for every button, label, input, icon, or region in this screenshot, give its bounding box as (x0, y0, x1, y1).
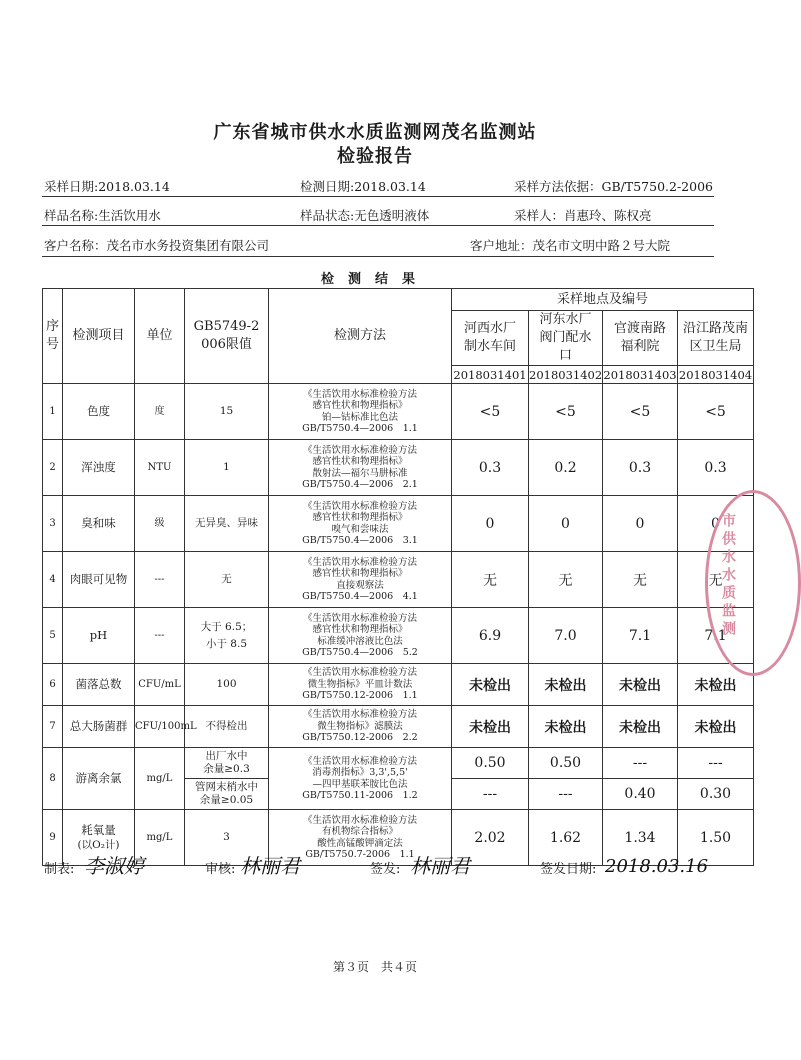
row-value: <5 (529, 384, 603, 440)
row-value: 0 (678, 496, 754, 552)
site-name: 沿江路茂南区卫生局 (678, 311, 754, 366)
reviewed-signature: 林丽君 (240, 854, 300, 878)
row-item: 耗氧量 (以O₂计) (63, 810, 135, 866)
row-seq: 9 (43, 810, 63, 866)
header-method: 检测方法 (269, 289, 452, 384)
row-seq: 6 (43, 664, 63, 706)
row-value: 无 (529, 552, 603, 608)
row-unit: mg/L (135, 810, 185, 866)
row-item: 菌落总数 (63, 664, 135, 706)
row-value: 6.9 (452, 608, 529, 664)
site-name: 河西水厂制水车间 (452, 311, 529, 366)
row-unit: NTU (135, 440, 185, 496)
row-value: 0.2 (529, 440, 603, 496)
divider (42, 196, 714, 197)
header-limit: GB5749-2006限值 (185, 289, 269, 384)
row-method: 《生活饮用水标准检验方法 有机物综合指标》 酸性高锰酸钾滴定法 GB/T5750.7-2006 1.1 (269, 810, 452, 866)
row-value: 1.62 (529, 810, 603, 866)
row-value: <5 (678, 384, 754, 440)
row-value: 0 (452, 496, 529, 552)
header-seq: 序号 (43, 289, 63, 384)
site-code: 2018031404 (678, 367, 753, 382)
row-unit: --- (135, 552, 185, 608)
site-name: 官渡南路福利院 (603, 311, 678, 366)
row-limit: 15 (185, 384, 269, 440)
row-value: 1.34 (603, 810, 678, 866)
row-value: 未检出 (678, 706, 754, 748)
reviewed-label: 审核: (205, 862, 236, 877)
row-value: 2.02 (452, 810, 529, 866)
row-value: --- (452, 779, 529, 810)
row-value: 7.1 (603, 608, 678, 664)
row-method: 《生活饮用水标准检验方法 感官性状和物理指标》 标准缓冲溶液比色法 GB/T5750.4—2006 5.2 (269, 608, 452, 664)
issue-date-label: 签发日期: (540, 862, 597, 877)
table-row (43, 664, 754, 706)
table-row (43, 552, 754, 608)
row-value: 0.3 (603, 440, 678, 496)
row-method: 《生活饮用水标准检验方法 微生物指标》平皿计数法 GB/T5750.12-2006 1.1 (269, 664, 452, 706)
row-item: 浑浊度 (63, 440, 135, 496)
row-value: 0.30 (678, 779, 754, 810)
row-limit: 1 (185, 440, 269, 496)
row-value: 1.50 (678, 810, 754, 866)
row-method: 《生活饮用水标准检验方法 感官性状和物理指标》 直接观察法 GB/T5750.4—2006 4.1 (269, 552, 452, 608)
prepared-label: 制表: (44, 862, 75, 877)
row-value: 0 (603, 496, 678, 552)
sampling-method: 采样方法依据：GB/T5750.2-2006 (514, 179, 713, 194)
row-value: 未检出 (452, 706, 529, 748)
site-code: 2018031401 (453, 367, 527, 382)
row-value: 未检出 (678, 664, 754, 706)
row-unit: --- (135, 608, 185, 664)
row-unit: CFU/mL (135, 664, 185, 706)
row-limit: 无 (185, 552, 269, 608)
row-value: 无 (678, 552, 754, 608)
row-value: 未检出 (603, 664, 678, 706)
sample-state: 样品状态:无色透明液体 (300, 208, 430, 223)
client-name: 客户名称：茂名市水务投资集团有限公司 (44, 238, 270, 253)
row-item: 色度 (63, 384, 135, 440)
row-value: 0.50 (529, 748, 603, 779)
row-seq: 8 (43, 748, 63, 810)
row-limit: 出厂水中 余量≥0.3 (185, 748, 269, 779)
row-limit: 3 (185, 810, 269, 866)
row-value: 0.50 (452, 748, 529, 779)
row-value: 无 (603, 552, 678, 608)
row-seq: 2 (43, 440, 63, 496)
row-value: 0.3 (452, 440, 529, 496)
row-value: 未检出 (452, 664, 529, 706)
row-value: 7.0 (529, 608, 603, 664)
site-name: 河东水厂阀门配水口 (529, 311, 603, 366)
row-value: <5 (603, 384, 678, 440)
row-item: 肉眼可见物 (63, 552, 135, 608)
table-row (43, 496, 754, 552)
test-date: 检测日期:2018.03.14 (300, 179, 426, 194)
row-method: 《生活饮用水标准检验方法 感官性状和物理指标》 嗅气和尝味法 GB/T5750.4—2006 3.1 (269, 496, 452, 552)
issue-date: 2018.03.16 (605, 856, 709, 877)
row-seq: 3 (43, 496, 63, 552)
prepared-signature: 李淑婷 (84, 854, 144, 878)
header-sites-group: 采样地点及编号 (452, 289, 754, 311)
approved-signature: 林丽君 (410, 854, 470, 878)
client-address: 客户地址：茂名市文明中路２号大院 (470, 238, 671, 253)
row-value: 未检出 (529, 664, 603, 706)
report-title: 广东省城市供水水质监测网茂名监测站 (213, 122, 537, 143)
row-method: 《生活饮用水标准检验方法 感官性状和物理指标》 散射法—福尔马肼标准 GB/T5750.4—2006 2.1 (269, 440, 452, 496)
row-limit: 100 (185, 664, 269, 706)
divider (42, 256, 714, 257)
site-code: 2018031402 (529, 367, 603, 382)
row-unit: 度 (135, 384, 185, 440)
results-table (42, 288, 754, 866)
row-value: 未检出 (603, 706, 678, 748)
row-value: --- (678, 748, 754, 779)
sample-name: 样品名称:生活饮用水 (44, 208, 161, 223)
row-value: 0.3 (678, 440, 754, 496)
row-item: 总大肠菌群 (63, 706, 135, 748)
header-unit: 单位 (135, 289, 185, 384)
sampler: 采样人：肖惠玲、陈权亮 (514, 208, 652, 223)
divider (42, 225, 714, 226)
page-number: 第３页 共４页 (332, 960, 417, 974)
approved-label: 签发: (370, 862, 401, 877)
row-limit: 无异臭、异味 (185, 496, 269, 552)
site-code: 2018031403 (603, 367, 677, 382)
row-item: 臭和味 (63, 496, 135, 552)
row-value: <5 (452, 384, 529, 440)
row-value: 无 (452, 552, 529, 608)
row-value: 7.1 (678, 608, 754, 664)
row-seq: 4 (43, 552, 63, 608)
table-row (43, 440, 754, 496)
row-item: pH (63, 608, 135, 664)
row-limit: 管网末梢水中 余量≥0.05 (185, 779, 269, 810)
row-unit: CFU/100mL (135, 706, 185, 748)
row-seq: 5 (43, 608, 63, 664)
row-method: 《生活饮用水标准检验方法 感官性状和物理指标》 铂—钴标准比色法 GB/T5750.4—2006 1.1 (269, 384, 452, 440)
sample-date: 采样日期:2018.03.14 (44, 179, 170, 194)
row-item: 游离余氯 (63, 748, 135, 810)
row-method: 《生活饮用水标准检验方法 微生物指标》滤膜法 GB/T5750.12-2006 2.2 (269, 706, 452, 748)
section-title: 检测结果 (320, 272, 429, 287)
row-limit: 不得检出 (185, 706, 269, 748)
row-value: 0 (529, 496, 603, 552)
report-subtitle: 检验报告 (337, 146, 413, 167)
table-row (43, 608, 754, 664)
row-value: --- (603, 748, 678, 779)
table-row (43, 706, 754, 748)
row-unit: mg/L (135, 748, 185, 810)
row-method: 《生活饮用水标准检验方法 消毒剂指标》3,3',5,5' —四甲基联苯胺比色法 GB/T5750.11-2006 1.2 (269, 748, 452, 810)
row-limit: 大于 6.5； 小于 8.5 (185, 608, 269, 664)
table-row (43, 384, 754, 440)
row-value: --- (529, 779, 603, 810)
red-seal-stamp: 市供水水质监测 (705, 490, 801, 676)
row-unit: 级 (135, 496, 185, 552)
header-item: 检测项目 (63, 289, 135, 384)
row-value: 0.40 (603, 779, 678, 810)
row-seq: 1 (43, 384, 63, 440)
row-seq: 7 (43, 706, 63, 748)
row-value: 未检出 (529, 706, 603, 748)
table-row (43, 748, 754, 779)
